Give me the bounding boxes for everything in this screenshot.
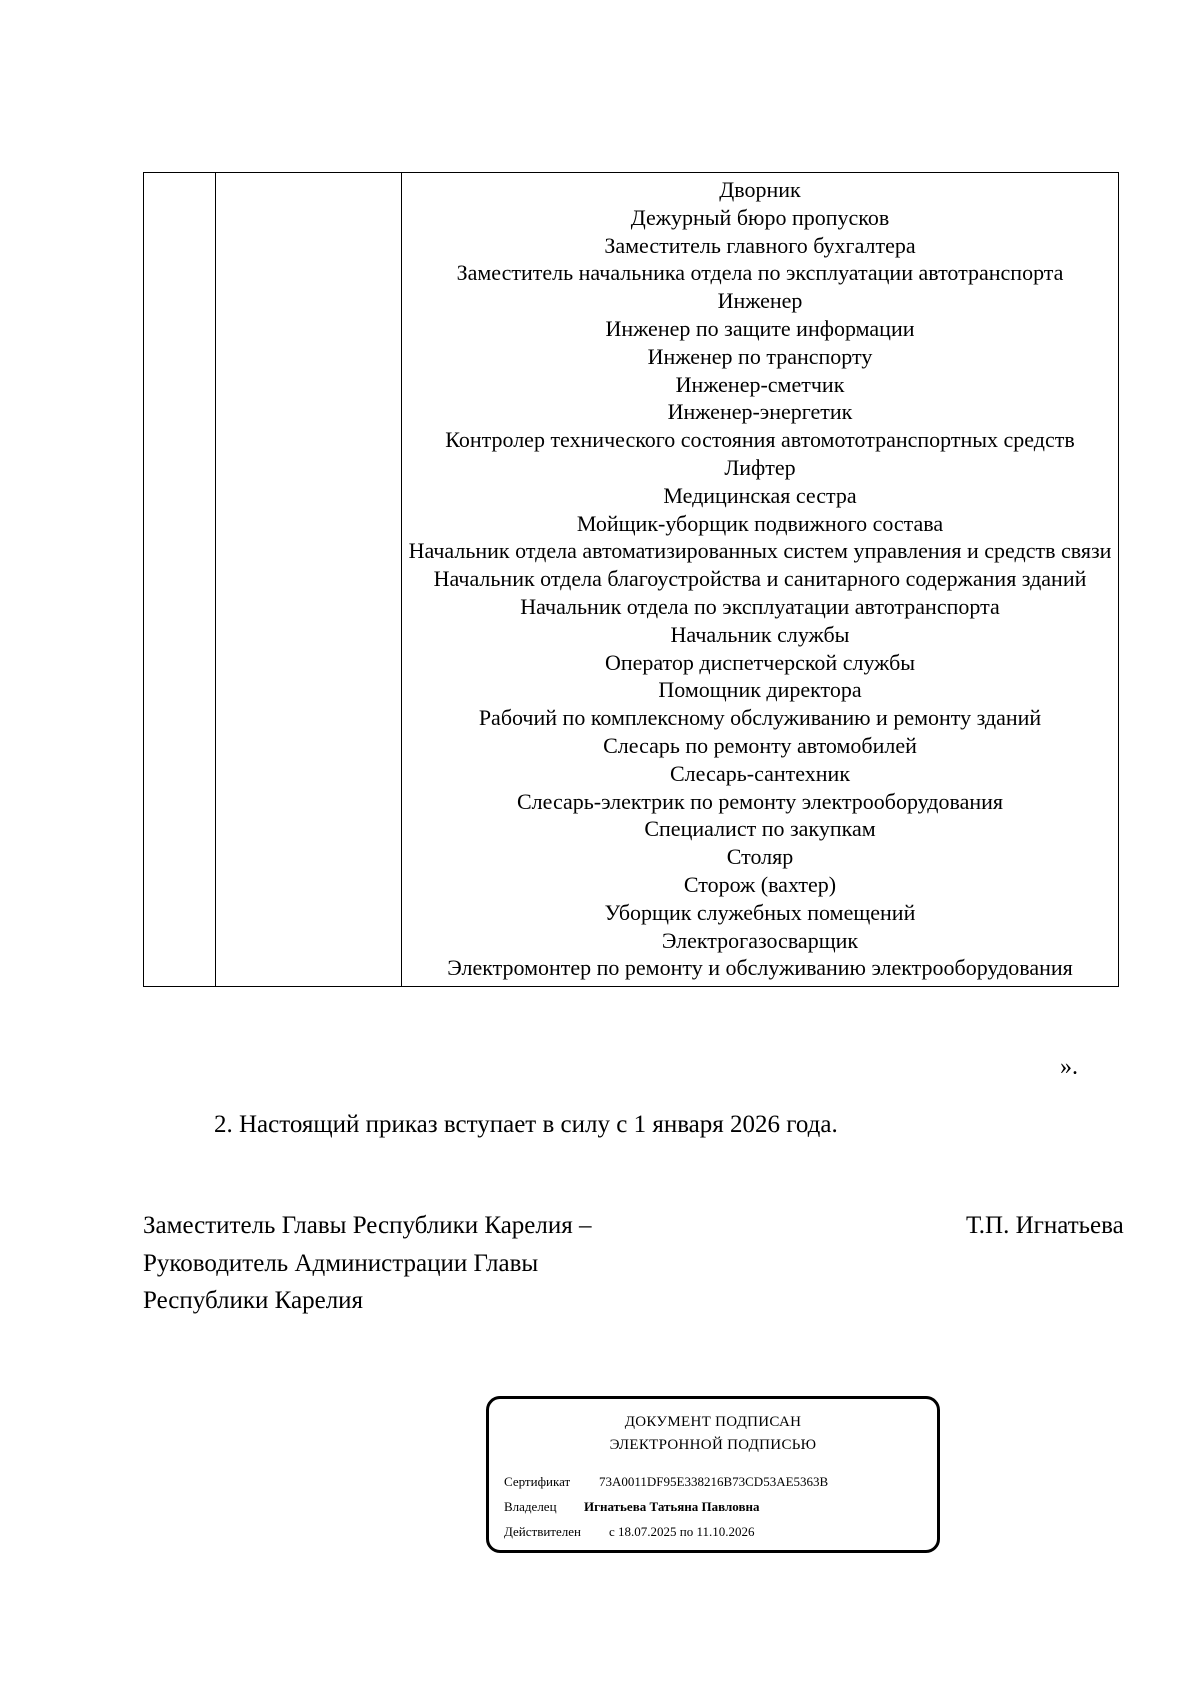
signer-name: Т.П. Игнатьева [966, 1212, 1124, 1239]
position-item: Начальник отдела благоустройства и санитарного содержания зданий [433, 566, 1087, 592]
position-item: Начальник отдела по эксплуатации автотранспорта [520, 593, 1000, 619]
position-item: Дежурный бюро пропусков [630, 204, 890, 230]
paragraph-effective-date: 2. Настоящий приказ вступает в силу с 1 января 2026 года. [214, 1111, 838, 1138]
position-item: Инженер по транспорту [647, 343, 873, 369]
position-item: Заместитель главного бухгалтера [604, 232, 916, 258]
stamp-validity-row [504, 1523, 755, 1541]
stamp-validity-value: с 18.07.2025 по 11.10.2026 [609, 1524, 755, 1539]
position-item: Инженер [717, 288, 803, 314]
position-item: Электромонтер по ремонту и обслуживанию электрооборудования [447, 955, 1073, 981]
signer-title [143, 1207, 592, 1320]
stamp-validity-label: Действителен [504, 1524, 581, 1539]
position-item: Столяр [726, 844, 794, 870]
position-item: Электрогазосварщик [661, 927, 859, 953]
stamp-owner-row [504, 1498, 759, 1516]
position-item: Начальник отдела автоматизированных систем управления и средств связи [408, 538, 1112, 564]
position-item: Инженер-сметчик [675, 371, 845, 397]
position-item: Специалист по закупкам [644, 816, 876, 842]
category-cell [216, 173, 402, 987]
stamp-title: ДОКУМЕНТ ПОДПИСАН [624, 1414, 802, 1430]
position-item: Контролер технического состояния автомототранспортных средств [445, 427, 1075, 453]
stamp-certificate-label: Сертификат [504, 1474, 571, 1489]
stamp-certificate-value: 73A0011DF95E338216B73CD53AE5363B [599, 1474, 829, 1489]
electronic-signature-stamp [486, 1396, 940, 1553]
position-item: Медицинская сестра [663, 482, 857, 508]
position-item: Уборщик служебных помещений [604, 899, 916, 925]
positions-table [143, 172, 1119, 987]
position-item: Мойщик-уборщик подвижного состава [576, 510, 944, 536]
position-item: Дворник [719, 177, 801, 202]
position-item: Заместитель начальника отдела по эксплуатации автотранспорта [456, 260, 1064, 286]
positions-cell [402, 173, 1119, 987]
position-item: Начальник службы [670, 621, 850, 647]
stamp-owner-value: Игнатьева Татьяна Павловна [584, 1499, 760, 1514]
position-item: Лифтер [724, 454, 796, 480]
signer-title-line: Республики Карелия [143, 1287, 364, 1314]
stamp-title: ЭЛЕКТРОННОЙ ПОДПИСЬЮ [609, 1437, 817, 1453]
position-item: Оператор диспетчерской службы [604, 649, 916, 675]
signer-title-line: Заместитель Главы Республики Карелия – [143, 1212, 592, 1239]
stamp-owner-label: Владелец [504, 1499, 557, 1514]
table-row [144, 173, 1119, 987]
position-item: Слесарь-сантехник [669, 760, 851, 786]
position-item: Слесарь-электрик по ремонту электрооборудования [516, 788, 1004, 814]
position-item: Помощник директора [658, 677, 862, 703]
closing-quote: ». [1060, 1054, 1078, 1080]
position-item: Инженер-энергетик [667, 399, 853, 425]
stamp-certificate-row [504, 1473, 828, 1491]
position-item: Сторож (вахтер) [683, 871, 837, 897]
position-item: Рабочий по комплексному обслуживанию и ремонту зданий [478, 705, 1042, 731]
position-item: Инженер по защите информации [605, 315, 915, 341]
number-cell [144, 173, 216, 987]
signer-title-line: Руководитель Администрации Главы [143, 1249, 539, 1277]
positions-list [402, 173, 1118, 986]
position-item: Слесарь по ремонту автомобилей [603, 732, 917, 758]
